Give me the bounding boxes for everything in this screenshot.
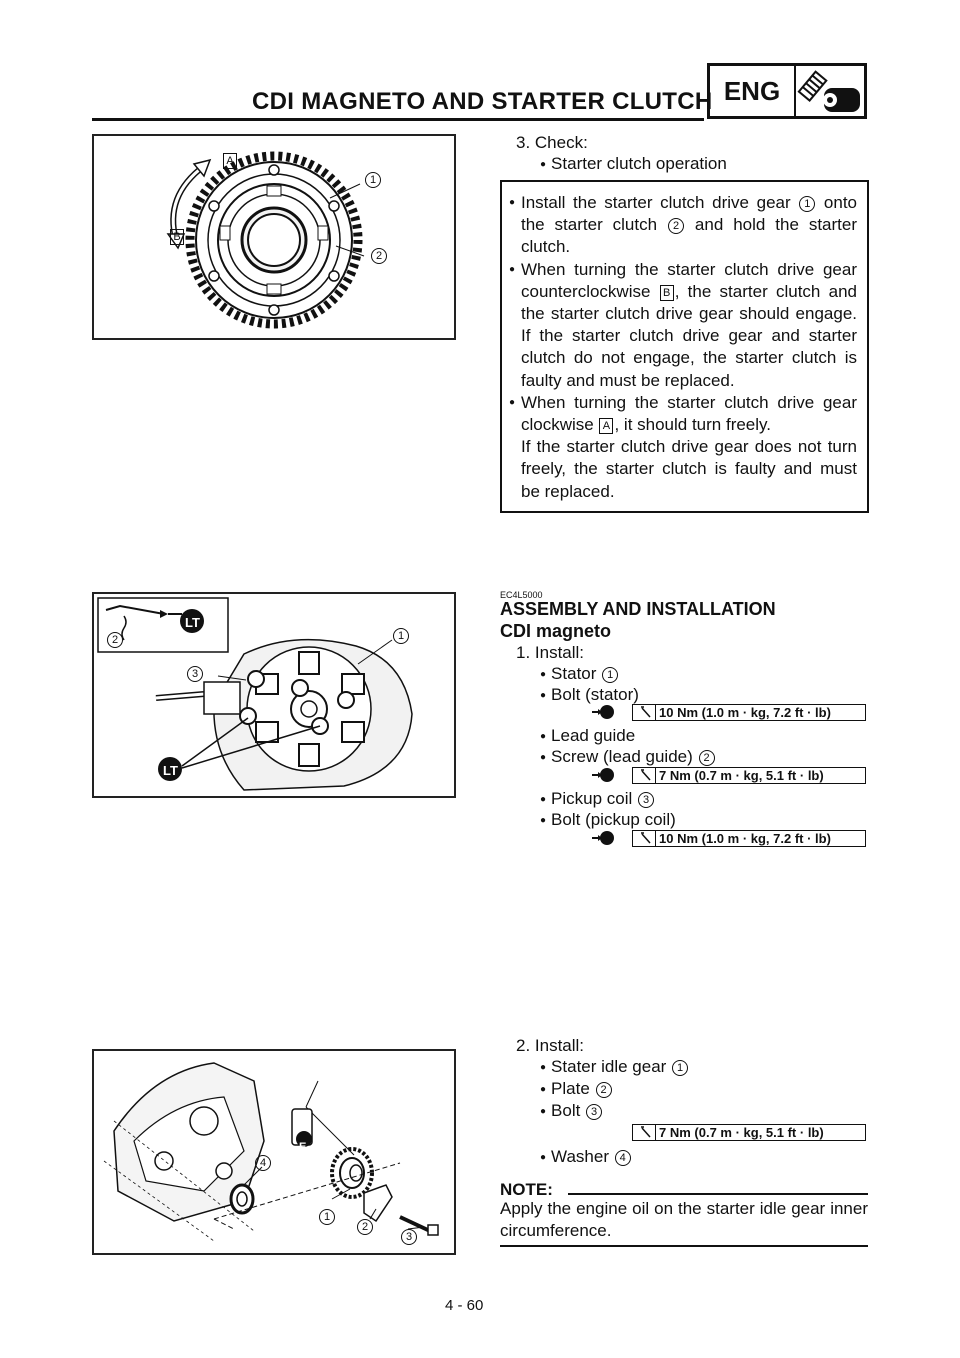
torque-spec-lead-guide-screw [632,767,866,784]
check-procedure-box [500,180,869,513]
ref-b: B [660,285,674,301]
section-code: EC4L5000 [500,590,543,600]
item-text: Bolt [551,1101,586,1120]
bullet-1-text-b: onto the starter clutch [521,193,857,235]
torque-wrench-icon [637,705,656,720]
torque-value: 10 Nm (1.0 m · kg, 7.2 ft · lb) [659,705,831,720]
note-rule [568,1193,868,1195]
install2-item-washer [540,1146,632,1171]
procedure-bullet-3-extra: If the starter clutch drive gear does not turn freely, the starter clutch is faulty and must be replaced. [521,437,857,501]
check-item [540,153,727,178]
callout-1: 1 [393,628,409,644]
callout-1: 1 [319,1209,335,1225]
torque-wrench-icon [637,1125,656,1140]
ref-1: 1 [799,196,815,212]
item-text: Screw (lead guide) [551,747,698,766]
callout-4: 4 [255,1155,271,1171]
torque-value: 7 Nm (0.7 m · kg, 5.1 ft · lb) [659,768,824,783]
ref-3: 3 [586,1104,602,1120]
install-step-1: 1. Install: [516,643,585,662]
header-rule [92,118,704,121]
ref-2: 2 [596,1082,612,1098]
bullet-3-text-b: , it should turn freely. [614,415,772,435]
check-step: 3. Check: [516,133,588,152]
ref-1: 1 [602,667,618,683]
torque-wrench-icon [637,831,656,846]
section-title: ASSEMBLY AND INSTALLATION [500,599,776,619]
locktite-icon [592,829,614,847]
item-text: Stator [551,664,602,683]
starter-clutch-illustration [94,136,454,338]
ref-2: 2 [668,218,684,234]
bullet-1-text-a: Install the starter clutch drive gear [521,193,799,212]
torque-spec-pickup-coil-bolt [632,830,866,847]
ref-a: A [599,418,613,434]
ref-2: 2 [699,750,715,766]
bullet-1-text-c: and hold the starter clutch. [521,215,858,257]
item-text: Pickup coil [551,789,638,808]
callout-2: 2 [371,248,387,264]
starter-clutch-figure [92,134,456,340]
bullet-2-text-a: When turning the starter clutch drive gear counterclockwise [521,259,857,301]
callout-2: 2 [107,632,123,648]
lt-label-inset: LT [185,615,200,630]
bullet-3-text-a: When turning the starter clutch drive gear clockwise [521,392,857,435]
starter-idle-gear-figure [92,1049,456,1255]
ref-3: 3 [638,792,654,808]
check-item-text: Starter clutch operation [551,154,727,173]
item-text: Lead guide [551,726,636,745]
torque-value: 10 Nm (1.0 m · kg, 7.2 ft · lb) [659,831,831,846]
engine-oil-label: E [299,1141,307,1153]
callout-2: 2 [357,1219,373,1235]
item-text: Washer [551,1147,614,1166]
torque-wrench-icon [637,768,656,783]
section-tag: ENG [710,66,796,116]
idle-gear-illustration [94,1051,454,1253]
page-header-title: CDI MAGNETO AND STARTER CLUTCH [252,88,713,115]
page-number: 4 - 60 [445,1297,484,1314]
procedure-bullet-1 [521,192,857,259]
lt-label-main: LT [163,763,178,778]
bullet-2-text-b: , the starter clutch and the starter clutch drive gear should engage. If the starter clutch drive gear and starter clutch do not engage, the starter clutch is faulty and must be replaced. [521,281,858,390]
section-tag-box [707,63,867,119]
install-step-2: 2. Install: [516,1036,585,1055]
procedure-bullet-3 [521,392,857,436]
cdi-magneto-figure [92,592,456,798]
item-text: Bolt (stator) [551,685,639,704]
item-text: Bolt (pickup coil) [551,810,676,829]
locktite-icon [592,766,614,784]
ref-1: 1 [672,1060,688,1076]
procedure-bullet-2 [521,259,857,392]
engine-wrench-icon [796,68,864,118]
callout-b: B [170,229,184,245]
torque-spec-plate-bolt [632,1124,866,1141]
locktite-icon [592,703,614,721]
item-text: Stater idle gear [551,1057,672,1076]
install2-item-bolt [540,1100,603,1125]
callout-3: 3 [187,666,203,682]
torque-spec-stator-bolt [632,704,866,721]
note-label: NOTE: [500,1180,553,1199]
callout-1: 1 [365,172,381,188]
install-item-bolt-stator [540,684,639,709]
note-text: Apply the engine oil on the starter idle gear inner circumference. [500,1199,868,1240]
item-text: Plate [551,1079,595,1098]
callout-3: 3 [401,1229,417,1245]
stator-illustration [94,594,454,796]
torque-value: 7 Nm (0.7 m · kg, 5.1 ft · lb) [659,1125,824,1140]
section-subtitle: CDI magneto [500,621,612,641]
note-end-rule [500,1245,868,1247]
ref-4: 4 [615,1150,631,1166]
callout-a: A [223,153,237,169]
